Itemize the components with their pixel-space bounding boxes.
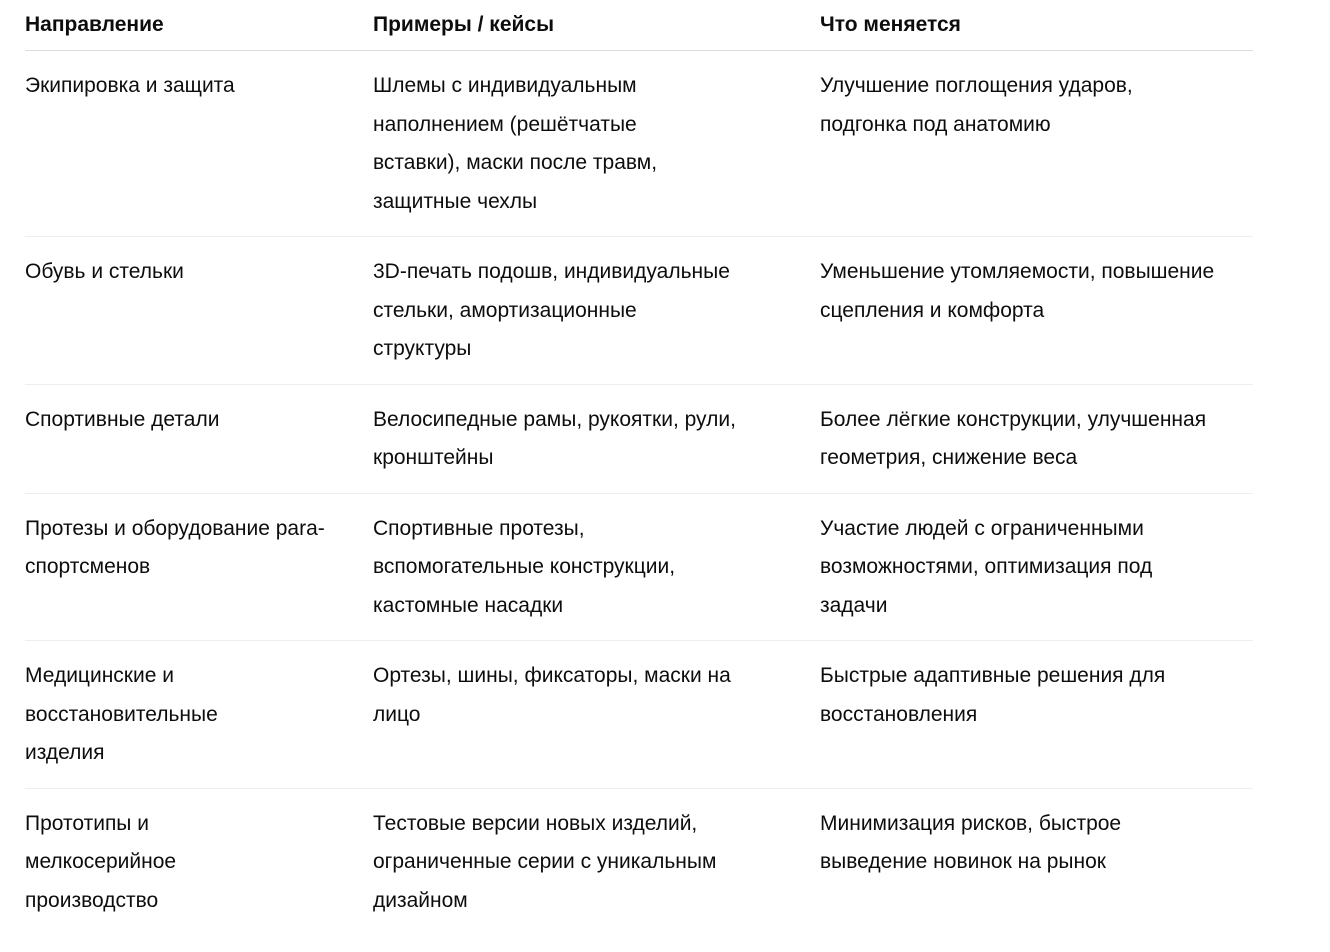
cell-examples: Ортезы, шины, фиксаторы, маски на лицо <box>373 641 820 789</box>
comparison-table <box>25 0 1253 935</box>
table-row <box>25 237 1253 385</box>
cell-changes: Быстрые адаптивные решения для восстановления <box>820 641 1253 789</box>
cell-examples: 3D-печать подошв, индивидуальные стельки, амортизационные структуры <box>373 237 820 385</box>
cell-direction: Экипировка и защита <box>25 51 373 237</box>
cell-direction: Протезы и оборудование para-спортсменов <box>25 493 373 641</box>
table-row <box>25 788 1253 935</box>
cell-examples: Тестовые версии новых изделий, ограниченные серии с уникальным дизайном <box>373 811 717 912</box>
header-examples: Примеры / кейсы <box>373 0 820 51</box>
table-row <box>25 384 1253 493</box>
cell-examples: Спортивные протезы, вспомогательные конструкции, кастомные насадки <box>373 493 820 641</box>
cell-direction: Медицинские и восстановительные изделия <box>25 641 373 789</box>
cell-direction: Обувь и стельки <box>25 237 373 385</box>
comparison-table-container <box>25 0 1253 935</box>
table-row <box>25 641 1253 789</box>
cell-changes: Минимизация рисков, быстрое выведение новинок на рынок <box>820 811 1122 873</box>
table-header-row <box>25 0 1253 51</box>
cell-changes: Более лёгкие конструкции, улучшенная геометрия, снижение веса <box>820 384 1253 493</box>
table-row <box>25 493 1253 641</box>
cell-changes: Уменьшение утомляемости, повышение сцепления и комфорта <box>820 237 1253 385</box>
header-direction: Направление <box>25 0 373 51</box>
cell-examples: Велосипедные рамы, рукоятки, рули, кронштейны <box>373 384 820 493</box>
cell-examples: Шлемы с индивидуальным наполнением (решётчатые вставки), маски после травм, защитные чехлы <box>373 51 820 237</box>
header-changes: Что меняется <box>820 0 1253 51</box>
cell-direction: Спортивные детали <box>25 384 373 493</box>
cell-changes: Улучшение поглощения ударов, подгонка под анатомию <box>820 51 1253 237</box>
cell-direction: Прототипы и мелкосерийное производство <box>25 811 177 912</box>
cell-changes: Участие людей с ограниченными возможностями, оптимизация под задачи <box>820 493 1253 641</box>
table-row <box>25 51 1253 237</box>
